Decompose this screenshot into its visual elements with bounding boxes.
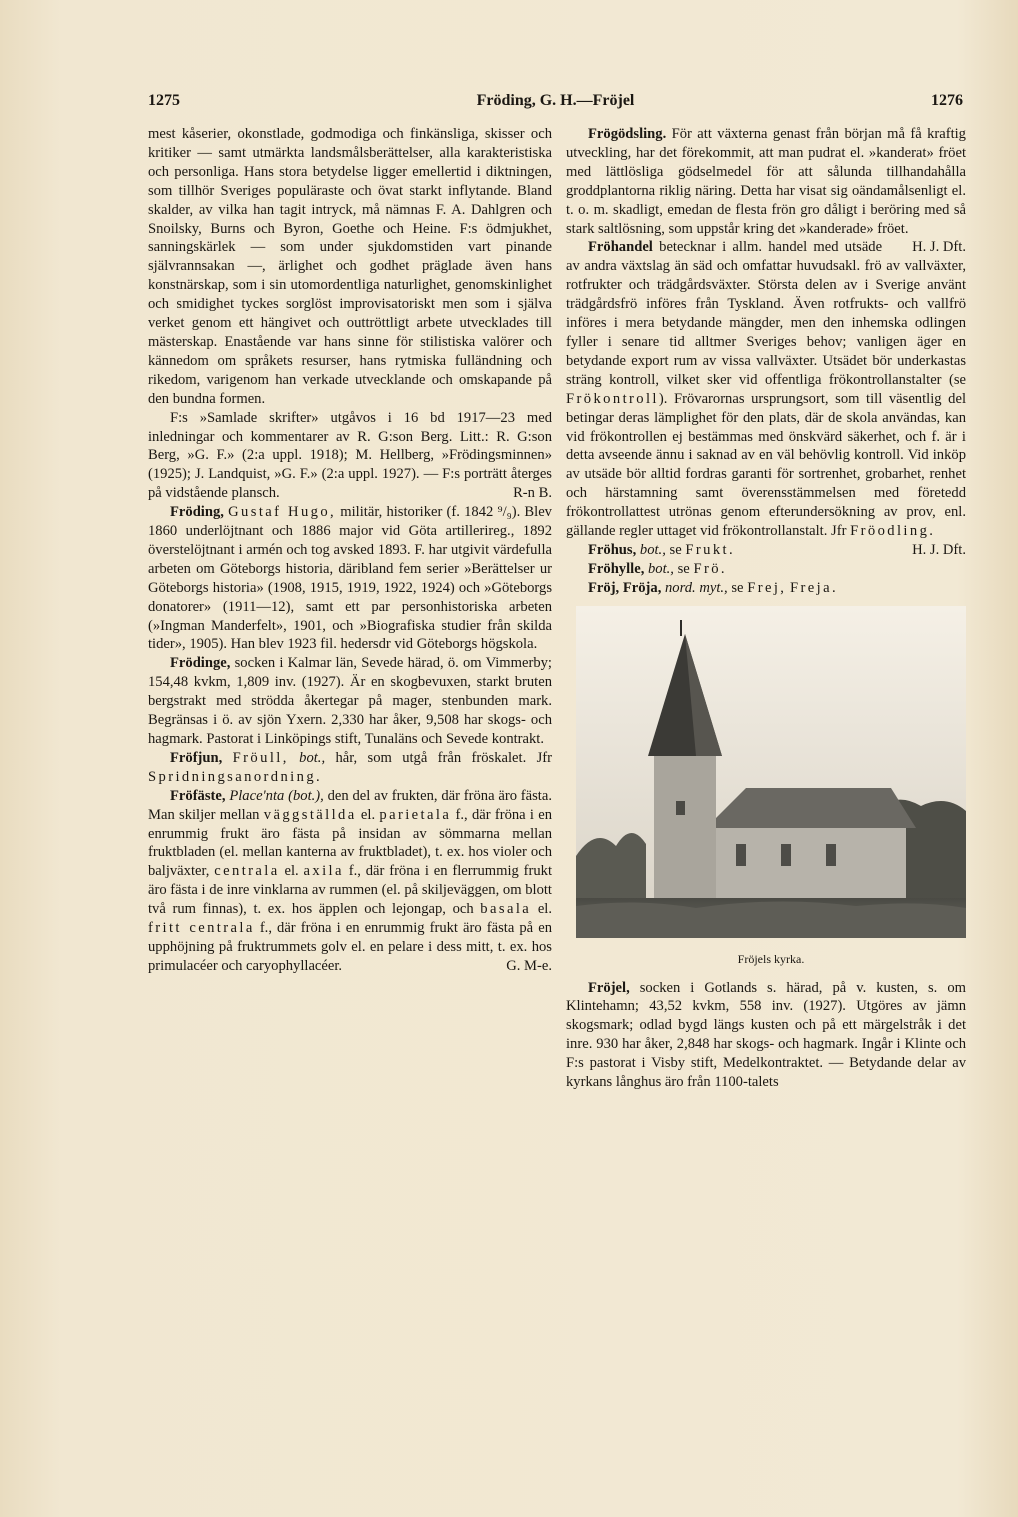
- entry-text: betecknar i allm. handel med utsäde av andra växtslag än säd och omfattar huvudsakl. frö av vallväxter, rotfrukter och trädgårdsväxter. Största delen av i Sverige använt trädgårdsfrö införes från Tyskland. Även rotfrukts- och vallfrö införes i mera betydande mängder, men den inhemska odlingen fyller i senare tid alltmer Sveriges behov; vanligen äger en betydande export rum av vissa vallväxter. Utsädet bör underkastas sträng kontroll, vilket sker vid offentliga frökontrollanstalter (se: [566, 239, 966, 388]
- cross-reference: Fröodling.: [850, 523, 936, 540]
- signature-gme: G. M-e.: [506, 957, 552, 974]
- term-spaced: centrala: [214, 863, 280, 880]
- left-trees: [576, 833, 646, 906]
- tower-window: [676, 801, 685, 815]
- cross-reference: Frej,: [747, 579, 787, 596]
- foreground-bushes: [576, 901, 966, 938]
- entry-text: f., där fröna i en enrummig frukt äro fästa på en upphöjning på fruktrummets golv el. en pelare i dess mitt, t. ex. hos primulacéer och caryophyllacéer.: [148, 920, 552, 974]
- term-spaced: parietala: [379, 806, 452, 823]
- cross-reference: Spridningsanordning.: [148, 768, 323, 785]
- left-column: [148, 125, 552, 976]
- cross-reference: Frökontroll: [566, 390, 659, 407]
- signature-hjdft: H. J. Dft.: [912, 541, 966, 558]
- running-title: Fröding, G. H.—Fröjel: [476, 92, 635, 109]
- froding-gustaf-bibliography: [148, 409, 552, 504]
- froding-gustaf-continuation: mest kåserier, okonstlade, godmodiga och finkänsliga, skisser och kritiker — samt utmärkta landsmålsberättelser, alla karakteristiska och personliga. Hans stora betydelse ligger emellertid i diktningen, som tillhör Sveriges populäraste och övat starkt inflytande. Bland skalder, av vilka han tagit intryck, må nämnas F. A. Dahlgren och Snoilsky, Burns och Byron, Goethe och Heine. F:s ödmjukhet, sanningskärlek — som under sjukdomstiden vart pinande självrannsakan —, ärlighet och godhet präglade även hans konstnärskap, som i sin utomordentliga naturlighet, genomskinlighet och smidighet tyckes sorglöst improvisatoriskt men som i själva verket genom ett hängivet och outtröttligt arbete utvecklades till mästerskap. Enastående var hans sinne för stilistiska valörer och kännedom om språkets resurser, hans rytmiska fulländning och rikedom, varigenom han verkade utvecklande och omskapande på den bundna formen.: [148, 126, 552, 407]
- entry-headword: Fröj, Fröja,: [588, 579, 662, 596]
- entry-field-bot: bot.,: [639, 541, 666, 558]
- entry-frofjun: [148, 749, 552, 787]
- entry-frohylle: [566, 560, 966, 579]
- nave-window: [781, 844, 791, 866]
- cross-reference: Frö.: [693, 560, 727, 577]
- entry-headword: Frödinge,: [170, 655, 231, 672]
- entry-text: socken i Gotlands s. härad, på v. kusten, s. om Klintehamn; 43,52 kvkm, 558 inv. (1927). Utgöres av jämn skogsmark; odlad bygd längs kusten och på ett märgelstråk i det inre. 930 har åker, 2,848 har skogs- och hagmark. Ingår i Klinte och F:s pastorat i Visby stift, Medelkontraktet. — Betydande delar av kyrkans långhus äro från 1100-talets: [566, 979, 966, 1091]
- entry-frofaste: [148, 787, 552, 976]
- entry-field-bot: bot.,: [648, 560, 674, 577]
- entry-text: f., där fröna i en enrummig frukt äro fästa på insidan av sömmarna mellan fruktbladen (el. mellan kanterna av fruktbladet), t. ex. hos violer och baljväxter,: [148, 806, 553, 880]
- entry-froding-gustaf-hugo: [148, 503, 552, 654]
- running-header: [148, 92, 963, 116]
- church-tower: [654, 754, 716, 904]
- entry-headword: Fröhandel: [588, 239, 653, 256]
- entry-headword: Fröjel,: [588, 979, 630, 996]
- page-number-left: 1275: [148, 92, 180, 109]
- term-spaced: axila: [303, 863, 344, 880]
- cross-reference: Frukt.: [685, 541, 736, 558]
- entry-headword: Fröfäste,: [170, 787, 226, 804]
- see-word: se: [669, 541, 682, 558]
- entry-text: el.: [284, 863, 299, 880]
- church-photo-figure: [576, 606, 966, 969]
- entry-froj: [566, 579, 966, 598]
- see-word: se: [677, 560, 690, 577]
- entry-text: militär, historiker (f. 1842 ⁹/₉). Blev 1860 underlöjtnant och 1886 major vid Göta artillerireg., 1892 överstelöjtnant i armén och tog avsked 1893. F. har utgivit värdefulla arbeten om Göteborgs historia, däribland fem serier »Berättelser ur Göteborgs historia» (1908, 1915, 1919, 1922, 1924) och »Göteborgs donatorer» (1911—12), samt ett par personhistoriska arbeten (»Ingman Manderfelt», 1901, och »Biografiska studier från skilda tider», 1905). Han blev 1923 fil. hedersdr vid Göteborgs högskola.: [148, 504, 552, 653]
- entry-frodinge: [148, 654, 552, 749]
- entry-text: socken i Kalmar län, Sevede härad, ö. om Vimmerby; 154,48 kvkm, 1,809 inv. (1927). Är en skogbevuxen, starkt bruten bergstrakt med strödda åkertegar på mager, stenbunden mark. Begränsas i ö. av sjön Yxern. 2,330 har åker, 9,508 har skogs- och hagmark. Pastorat i Linköpings stift, Tunaläns och Sevede kontrakt.: [148, 655, 552, 747]
- bibliography-text: F:s »Samlade skrifter» utgåvos i 16 bd 1917—23 med inledningar och kommentarer av R. G:son Berg. Litt.: R. G:son Berg, »G. F.» (2:a uppl. 1918); M. Hellberg, »Frödingsminnen» (1925); J. Landquist, »G. F.» (2:a uppl. 1927). — F:s porträtt återges på vidstående plansch.: [148, 409, 552, 502]
- church-photo: [576, 606, 966, 938]
- entry-field-bot: bot.,: [299, 749, 326, 766]
- entry-text: ). Frövarornas ursprungsort, som till väsentlig del betingar deras lämplighet för den plats, där de skola användas, kan vid frökontrollen ej bestämmas med önskvärd säkerhet, och f. är i detta avseende ännu i saknad av en väl behövlig kontroll. Vid inköp av utsäde bör alltid fordras garanti för sortrenhet, grobarhet, renhet och härstamning samt överensstämmelsen med företedd frökontrollattest utrönas genom efterundersökning av prov, enl. gällande regler uttaget vid frökontrollanstalt. Jfr: [566, 390, 966, 540]
- right-column: [566, 125, 966, 1092]
- nave-window: [826, 844, 836, 866]
- figure-caption: Fröjels kyrka.: [737, 951, 805, 966]
- entry-name-spaced: Gustaf Hugo,: [228, 504, 337, 521]
- entry-headword: Fröding,: [170, 504, 224, 521]
- term-spaced: väggställda: [263, 806, 357, 823]
- entry-headword: Fröhus,: [588, 541, 637, 558]
- entry-headword: Fröhylle,: [588, 560, 645, 577]
- term-spaced: basala: [480, 901, 532, 918]
- entry-text: hår, som utgå från fröskalet. Jfr: [335, 749, 552, 766]
- entry-text: den del av frukten, där fröna äro fästa. Man skiljer mellan: [148, 787, 552, 823]
- entry-text: el.: [360, 806, 376, 823]
- entry-text: el.: [537, 901, 553, 918]
- signature-rnb: R-n B.: [513, 485, 552, 502]
- entry-synonym-spaced: Fröull,: [232, 749, 289, 766]
- entry-frojel: [566, 979, 966, 1092]
- spire-cross: [680, 620, 682, 636]
- entry-text: f., där fröna i en flerrummig frukt äro fästa i de inre vinklarna av rummen (el. på skiljeväggen, om blott två rum finnas), t. ex. hos äpplen och lejongap, och: [148, 863, 552, 918]
- signature-hjdft: H. J. Dft.: [912, 239, 966, 256]
- entry-latin-term: Place'nta: [229, 787, 285, 804]
- entry-field-bot: (bot.),: [288, 787, 324, 804]
- see-word: se: [731, 579, 744, 596]
- entry-headword: Frögödsling.: [588, 126, 667, 142]
- entry-headword: Fröfjun,: [170, 749, 223, 766]
- entry-field-myt: nord. myt.,: [665, 579, 728, 596]
- term-spaced: fritt centrala: [148, 920, 255, 937]
- nave-window: [736, 844, 746, 866]
- page-number-right: 1276: [931, 92, 963, 109]
- cross-reference: Freja.: [790, 579, 839, 596]
- entry-text: För att växterna genast från början må få kraftig utveckling, har det förekommit, att man pudrat el. »kanderat» fröet med lättlösliga gödselmedel för att sålunda tillhandahålla groddplantorna riklig näring. Detta har visat sig oändamålsenligt el. t. o. m. skadligt, emedan de flesta frön gro dåligt i beröring med så stark saltlösning, som uppstår kring det »kanderade» fröet.: [566, 126, 966, 237]
